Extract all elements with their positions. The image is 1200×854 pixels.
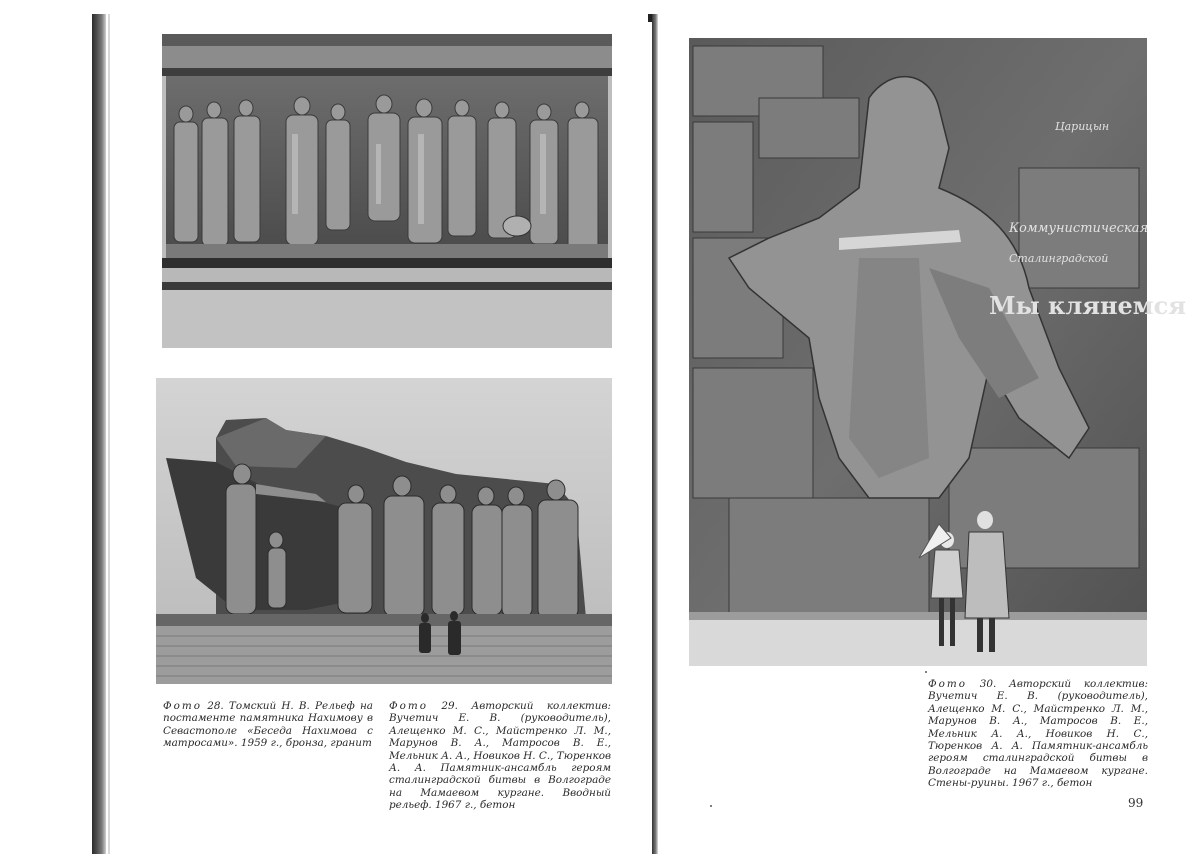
caption-text: 28. Томский Н. В. Рельеф на постаменте памятника Нахимову в Севастополе «Беседа Нахимова с матросами». 1959 г., бронза, гранит xyxy=(163,700,373,750)
caption-text: 29. Авторский коллектив: Вучетич Е. В. (руководитель), Алещенко М. С., Майстренко Л. М., Марунов В. А., Матросов В. Е., Мельник А. А., Новиков Н. С., Тюренков А. А. Памятник-ансамбль героям сталинградской битвы в Волгограде на Мамаевом кургане. Вводный рельеф. 1967 г., бетон xyxy=(389,700,611,812)
relief-image xyxy=(162,34,612,348)
ruin-walls-image xyxy=(689,38,1186,666)
inscription-communist: Коммунистическая xyxy=(1009,221,1149,236)
caption-photo-28 xyxy=(163,700,373,750)
caption-label: Фото xyxy=(928,678,967,690)
inscription-stalingrad: Сталинградской xyxy=(1009,252,1109,265)
photo-28-relief-nakhimov xyxy=(162,34,612,348)
photo-30-ruin-walls xyxy=(689,38,1186,666)
monument-image xyxy=(156,378,612,684)
print-speck xyxy=(925,671,927,673)
caption-label: Фото xyxy=(389,700,428,712)
caption-label: Фото xyxy=(163,700,202,712)
left-binding-edge xyxy=(92,14,106,854)
caption-text: 30. Авторский коллектив: Вучетич Е. В. (руководитель), Алещенко М. С., Майстренко Л. М., Марунов В. А., Матросов В. Е., Мельник А. А., Новиков Н. С., Тюренков А. А. Памятник-ансамбль героям сталинградской битвы в Волгограде на Мамаевом кургане. Стены-руины. 1967 г., бетон xyxy=(928,678,1148,790)
caption-photo-30 xyxy=(928,678,1148,790)
page-number: 99 xyxy=(1128,796,1144,810)
inscription-we-swear: Мы клянемся xyxy=(989,291,1186,320)
photo-29-introductory-relief xyxy=(156,378,612,684)
print-speck xyxy=(710,805,712,807)
caption-photo-29 xyxy=(389,700,611,812)
gutter-shadow xyxy=(652,14,658,854)
svg-text:Царицын: Царицын xyxy=(1055,120,1110,133)
left-page-edge-line xyxy=(108,14,110,854)
